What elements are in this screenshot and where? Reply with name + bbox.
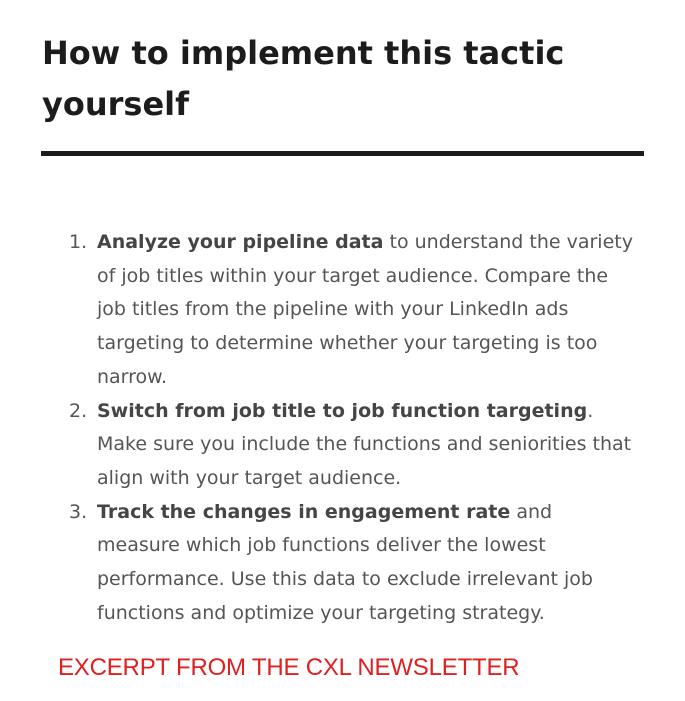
step-number: 3. [69, 500, 88, 523]
step-text: to understand the variety of job titles within your target audience. Compare the job titles from the pipeline with your LinkedIn ads targeting to determine whether your targeting is too narrow. [97, 231, 633, 388]
steps-list [69, 226, 637, 630]
step-number: 1. [69, 231, 88, 253]
step-bold-text: Analyze your pipeline data [97, 231, 384, 253]
list-item [69, 496, 637, 631]
list-item [69, 226, 637, 395]
step-number: 2. [69, 399, 88, 422]
excerpt-caption: EXCERPT FROM THE CXL NEWSLETTER [58, 654, 520, 681]
list-item [69, 395, 637, 496]
step-text: . Make sure you include the functions and seniorities that align with your target audience. [97, 399, 632, 489]
step-text: and measure which job functions deliver the lowest performance. Use this data to exclude irrelevant job functions and optimize your targeting strategy. [97, 500, 593, 624]
step-bold-text: Track the changes in engagement rate [97, 500, 511, 523]
section-heading: How to implement this tactic yourself [42, 34, 565, 123]
step-bold-text: Switch from job title to job function targeting [97, 399, 588, 422]
heading-divider [41, 151, 644, 156]
